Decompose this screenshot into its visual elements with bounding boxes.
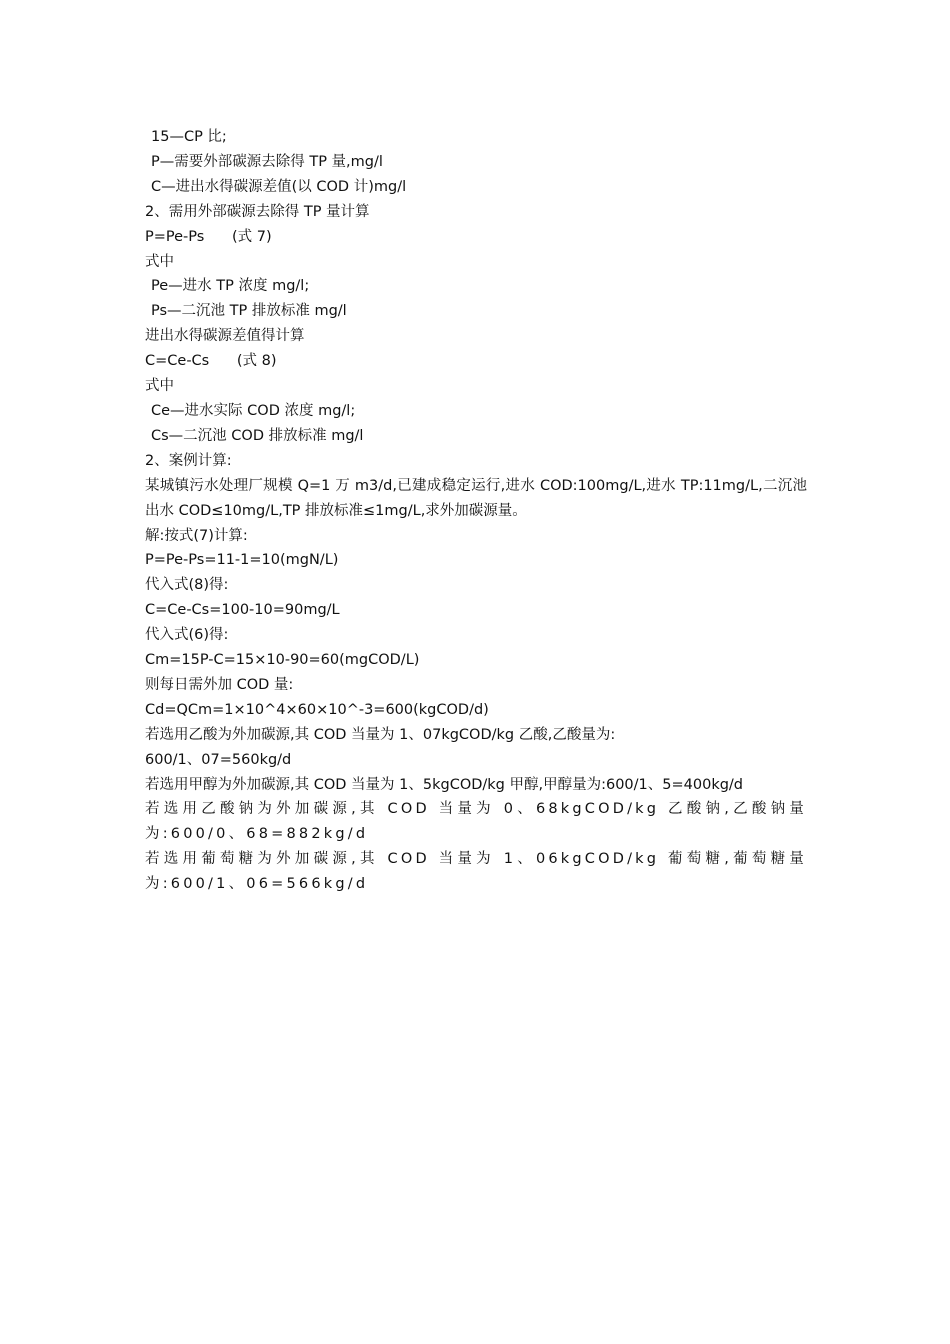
section-heading-tp-calc: 2、需用外部碳源去除得 TP 量计算: [145, 203, 370, 220]
formula-7: P=Pe-Ps (式 7): [145, 228, 272, 245]
acetic-acid-option: 若选用乙酸为外加碳源,其 COD 当量为 1、07kgCOD/kg 乙酸,乙酸量为:: [145, 726, 616, 743]
definition-pe: Pe—进水 TP 浓度 mg/l;: [151, 278, 310, 295]
definition-cp-ratio: 15—CP 比;: [151, 129, 227, 145]
formula-label-where: 式中: [145, 378, 174, 395]
section-heading-case: 2、案例计算:: [145, 452, 232, 469]
glucose-option: 若选用葡萄糖为外加碳源,其 COD 当量为 1、06kgCOD/kg 葡萄糖,葡萄糖量为:600/1、06=566kg/d: [145, 851, 807, 893]
case-description: 某城镇污水处理厂规模 Q=1 万 m3/d,已建成稳定运行,进水 COD:100mg/L,进水 TP:11mg/L,二沉池出水 COD≤10mg/L,TP 排放标准≤1mg/L,求外加碳源量。: [145, 477, 807, 519]
acetic-acid-result: 600/1、07=560kg/d: [145, 751, 292, 768]
solution-formula-cm: Cm=15P-C=15×10-90=60(mgCOD/L): [145, 652, 420, 669]
definition-ce: Ce—进水实际 COD 浓度 mg/l;: [151, 402, 356, 419]
sodium-acetate-option: 若选用乙酸钠为外加碳源,其 COD 当量为 0、68kgCOD/kg 乙酸钠,乙酸钠量为:600/0、68=882kg/d: [145, 801, 807, 843]
solution-formula-p: P=Pe-Ps=11-1=10(mgN/L): [145, 552, 339, 569]
document-body: [145, 125, 807, 897]
definition-cs: Cs—二沉池 COD 排放标准 mg/l: [151, 427, 364, 444]
solution-formula-cd: Cd=QCm=1×10^4×60×10^-3=600(kgCOD/d): [145, 701, 489, 718]
solution-step-3: 代入式(6)得:: [145, 627, 229, 644]
section-heading-carbon-diff: 进出水得碳源差值得计算: [145, 328, 305, 345]
solution-step-1: 解:按式(7)计算:: [145, 527, 248, 544]
solution-formula-c: C=Ce-Cs=100-10=90mg/L: [145, 602, 340, 619]
formula-8: C=Ce-Cs (式 8): [145, 353, 277, 370]
solution-step-4: 则每日需外加 COD 量:: [145, 676, 294, 693]
solution-step-2: 代入式(8)得:: [145, 577, 229, 594]
definition-c: C—进出水得碳源差值(以 COD 计)mg/l: [151, 178, 407, 195]
formula-label-where: 式中: [145, 253, 174, 270]
definition-p: P—需要外部碳源去除得 TP 量,mg/l: [151, 153, 383, 170]
definition-ps: Ps—二沉池 TP 排放标准 mg/l: [151, 303, 347, 320]
methanol-option: 若选用甲醇为外加碳源,其 COD 当量为 1、5kgCOD/kg 甲醇,甲醇量为:600/1、5=400kg/d: [145, 776, 744, 793]
